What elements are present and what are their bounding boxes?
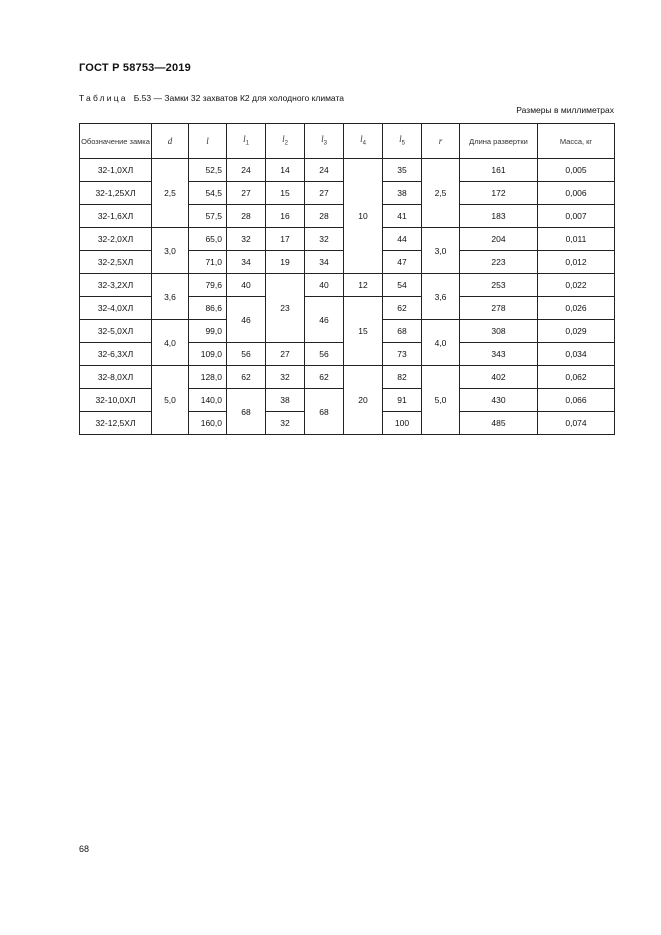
cell-designation: 32-2,5ХЛ: [80, 251, 152, 274]
header-l2: $l_2$: [266, 124, 305, 159]
document-standard-title: ГОСТ Р 58753—2019: [79, 62, 191, 74]
header-d: d: [152, 124, 189, 159]
cell-d: 3,0: [152, 228, 189, 274]
cell-length: 172: [460, 182, 538, 205]
cell-l2: 32: [266, 366, 305, 389]
cell-mass: 0,074: [538, 412, 615, 435]
cell-l4: 20: [344, 366, 383, 435]
cell-mass: 0,022: [538, 274, 615, 297]
cell-l3: 62: [305, 366, 344, 389]
table-header-row: [80, 124, 615, 159]
dimensions-table: [79, 123, 615, 435]
cell-l5: 44: [383, 228, 422, 251]
cell-mass: 0,007: [538, 205, 615, 228]
cell-l2: 23: [266, 274, 305, 343]
cell-mass: 0,062: [538, 366, 615, 389]
cell-l1: 62: [227, 366, 266, 389]
cell-l3: 40: [305, 274, 344, 297]
cell-l2: 15: [266, 182, 305, 205]
cell-l: 140,0: [189, 389, 227, 412]
cell-length: 343: [460, 343, 538, 366]
cell-l: 109,0: [189, 343, 227, 366]
cell-length: 223: [460, 251, 538, 274]
header-r: r: [422, 124, 460, 159]
cell-d: 5,0: [152, 366, 189, 435]
cell-designation: 32-5,0ХЛ: [80, 320, 152, 343]
cell-r: 5,0: [422, 366, 460, 435]
caption-text: — Замки 32 захватов К2 для холодного климата: [153, 93, 344, 103]
cell-l5: 91: [383, 389, 422, 412]
cell-designation: 32-6,3ХЛ: [80, 343, 152, 366]
cell-l2: 17: [266, 228, 305, 251]
header-designation: Обозначение замка: [80, 124, 152, 159]
cell-l5: 47: [383, 251, 422, 274]
cell-designation: 32-12,5ХЛ: [80, 412, 152, 435]
cell-l4: 15: [344, 297, 383, 366]
units-note: Размеры в миллиметрах: [516, 105, 614, 115]
cell-l5: 35: [383, 159, 422, 182]
cell-l1: 68: [227, 389, 266, 435]
cell-l5: 54: [383, 274, 422, 297]
cell-r: 2,5: [422, 159, 460, 228]
cell-l5: 41: [383, 205, 422, 228]
cell-l3: 24: [305, 159, 344, 182]
cell-mass: 0,066: [538, 389, 615, 412]
cell-l5: 68: [383, 320, 422, 343]
table-caption: [79, 93, 344, 103]
cell-mass: 0,034: [538, 343, 615, 366]
cell-l1: 24: [227, 159, 266, 182]
cell-d: 2,5: [152, 159, 189, 228]
cell-length: 485: [460, 412, 538, 435]
cell-mass: 0,006: [538, 182, 615, 205]
cell-r: 3,0: [422, 228, 460, 274]
cell-length: 308: [460, 320, 538, 343]
cell-mass: 0,029: [538, 320, 615, 343]
cell-l3: 34: [305, 251, 344, 274]
header-l5: $l_5$: [383, 124, 422, 159]
cell-l1: 28: [227, 205, 266, 228]
cell-l5: 82: [383, 366, 422, 389]
cell-designation: 32-3,2ХЛ: [80, 274, 152, 297]
cell-mass: 0,005: [538, 159, 615, 182]
cell-l5: 62: [383, 297, 422, 320]
cell-l2: 32: [266, 412, 305, 435]
cell-r: 3,6: [422, 274, 460, 320]
cell-l1: 40: [227, 274, 266, 297]
cell-l1: 32: [227, 228, 266, 251]
cell-l: 65,0: [189, 228, 227, 251]
caption-number: Б.53: [133, 93, 152, 103]
cell-d: 4,0: [152, 320, 189, 366]
cell-l: 160,0: [189, 412, 227, 435]
cell-l3: 46: [305, 297, 344, 343]
cell-mass: 0,026: [538, 297, 615, 320]
cell-l3: 56: [305, 343, 344, 366]
cell-length: 253: [460, 274, 538, 297]
cell-l: 54,5: [189, 182, 227, 205]
cell-length: 161: [460, 159, 538, 182]
cell-l: 128,0: [189, 366, 227, 389]
cell-l: 86,6: [189, 297, 227, 320]
cell-l: 57,5: [189, 205, 227, 228]
table-row: [80, 366, 615, 389]
header-length: Длина развертки: [460, 124, 538, 159]
cell-l5: 73: [383, 343, 422, 366]
cell-designation: 32-1,6ХЛ: [80, 205, 152, 228]
dimensions-table-wrapper: [79, 123, 615, 435]
cell-l1: 34: [227, 251, 266, 274]
header-l: l: [189, 124, 227, 159]
cell-mass: 0,011: [538, 228, 615, 251]
cell-l3: 32: [305, 228, 344, 251]
cell-l: 52,5: [189, 159, 227, 182]
cell-length: 204: [460, 228, 538, 251]
page-number: 68: [79, 844, 90, 854]
cell-l: 99,0: [189, 320, 227, 343]
cell-length: 278: [460, 297, 538, 320]
cell-l1: 56: [227, 343, 266, 366]
cell-l1: 46: [227, 297, 266, 343]
header-l1: $l_1$: [227, 124, 266, 159]
cell-l3: 68: [305, 389, 344, 435]
cell-l3: 27: [305, 182, 344, 205]
cell-l5: 38: [383, 182, 422, 205]
cell-l2: 16: [266, 205, 305, 228]
cell-length: 183: [460, 205, 538, 228]
cell-l: 71,0: [189, 251, 227, 274]
cell-l2: 27: [266, 343, 305, 366]
cell-r: 4,0: [422, 320, 460, 366]
cell-l1: 27: [227, 182, 266, 205]
cell-l4: 10: [344, 159, 383, 274]
cell-designation: 32-8,0ХЛ: [80, 366, 152, 389]
header-l3: $l_3$: [305, 124, 344, 159]
cell-l3: 28: [305, 205, 344, 228]
cell-length: 430: [460, 389, 538, 412]
cell-l2: 14: [266, 159, 305, 182]
cell-designation: 32-1,25ХЛ: [80, 182, 152, 205]
cell-l5: 100: [383, 412, 422, 435]
caption-prefix: Таблица: [79, 93, 128, 103]
header-mass: Масса, кг: [538, 124, 615, 159]
cell-l2: 38: [266, 389, 305, 412]
cell-mass: 0,012: [538, 251, 615, 274]
cell-designation: 32-1,0ХЛ: [80, 159, 152, 182]
cell-l4: 12: [344, 274, 383, 297]
table-row: [80, 274, 615, 297]
header-l4: $l_4$: [344, 124, 383, 159]
cell-l2: 19: [266, 251, 305, 274]
cell-designation: 32-10,0ХЛ: [80, 389, 152, 412]
cell-length: 402: [460, 366, 538, 389]
cell-d: 3,6: [152, 274, 189, 320]
cell-l: 79,6: [189, 274, 227, 297]
cell-designation: 32-4,0ХЛ: [80, 297, 152, 320]
cell-designation: 32-2,0ХЛ: [80, 228, 152, 251]
table-row: [80, 159, 615, 182]
